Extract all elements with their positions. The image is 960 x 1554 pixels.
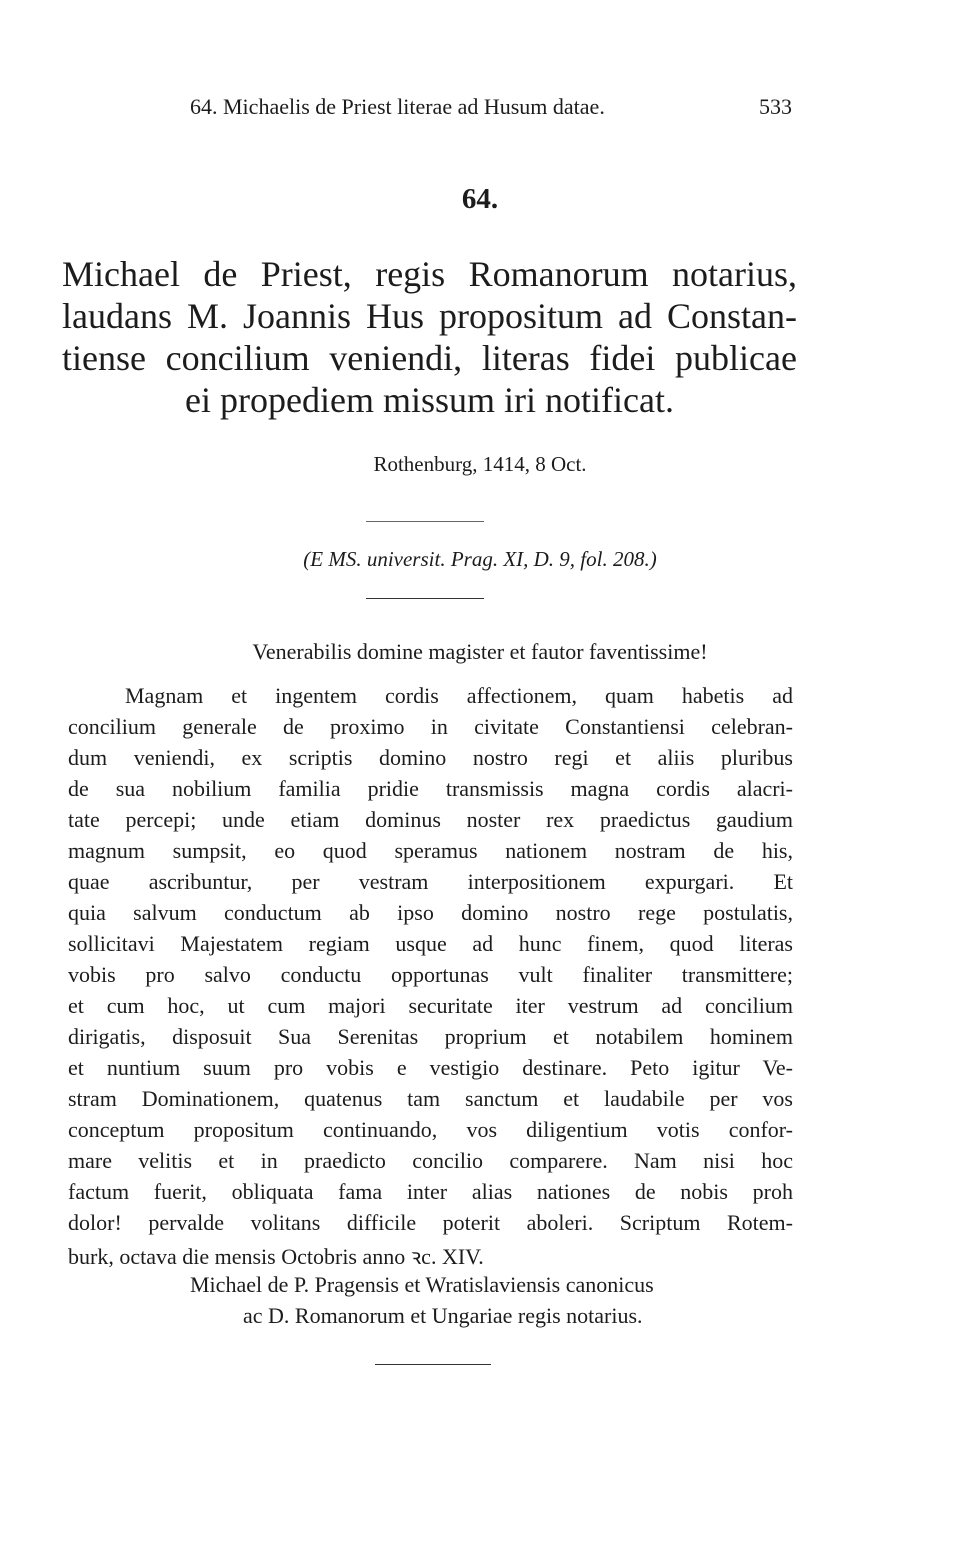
signature-line: ac D. Romanorum et Ungariae regis notarius. (243, 1303, 643, 1328)
body-line: burk, octava die mensis Octobris anno ꝛc. XIV. (68, 1244, 484, 1269)
body-line: dirigatis, disposuit Sua Serenitas proprium et notabilem hominem (68, 1024, 793, 1049)
divider-rule (366, 598, 484, 599)
body-line: conceptum propositum continuando, vos diligentium votis confor- (68, 1117, 793, 1142)
body-line: et cum hoc, ut cum majori securitate iter vestrum ad concilium (68, 993, 793, 1018)
body-line: quia salvum conductum ab ipso domino nostro rege postulatis, (68, 900, 793, 925)
body-line: concilium generale de proximo in civitate Constantiensi celebran- (68, 714, 793, 739)
body-line: dolor! pervalde volitans difficile poterit aboleri. Scriptum Rotem- (68, 1210, 793, 1235)
title-line: tiense concilium veniendi, literas fidei publicae (62, 338, 797, 378)
body-line: dum veniendi, ex scriptis domino nostro regi et aliis pluribus (68, 745, 793, 770)
body-line: vobis pro salvo conductu opportunas vult finaliter transmittere; (68, 962, 793, 987)
manuscript-source: (E MS. universit. Prag. XI, D. 9, fol. 208.) (303, 547, 657, 571)
divider-rule (375, 1364, 491, 1365)
running-title: 64. Michaelis de Priest literae ad Husum datae. (190, 94, 605, 119)
place-date: Rothenburg, 1414, 8 Oct. (373, 452, 587, 476)
body-line: magnum sumpsit, eo quod speramus nationem nostram de his, (68, 838, 793, 863)
body-line: et nuntium suum pro vobis e vestigio destinare. Peto igitur Ve- (68, 1055, 793, 1080)
body-line: stram Dominationem, quatenus tam sanctum et laudabile per vos (68, 1086, 793, 1111)
body-line: quae ascribuntur, per vestram interpositionem expurgari. Et (68, 869, 793, 894)
page-number: 533 (759, 94, 792, 119)
title-line: laudans M. Joannis Hus propositum ad Constan- (62, 296, 797, 336)
body-line: sollicitavi Majestatem regiam usque ad hunc finem, quod literas (68, 931, 793, 956)
divider-rule (366, 521, 484, 522)
salutation: Venerabilis domine magister et fautor faventissime! (252, 639, 708, 664)
body-line: factum fuerit, obliquata fama inter alias nationes de nobis proh (68, 1179, 793, 1204)
body-line: de sua nobilium familia pridie transmissis magna cordis alacri- (68, 776, 793, 801)
body-line: mare velitis et in praedicto concilio comparere. Nam nisi hoc (68, 1148, 793, 1173)
title-line: ei propediem missum iri notificat. (185, 380, 674, 420)
signature-line: Michael de P. Pragensis et Wratislaviensis canonicus (190, 1272, 654, 1297)
body-line: Magnam et ingentem cordis affectionem, quam habetis ad (125, 683, 793, 708)
title-line: Michael de Priest, regis Romanorum notarius, (62, 254, 797, 294)
body-line: tate percepi; unde etiam dominus noster rex praedictus gaudium (68, 807, 793, 832)
document-number: 64. (461, 183, 499, 215)
